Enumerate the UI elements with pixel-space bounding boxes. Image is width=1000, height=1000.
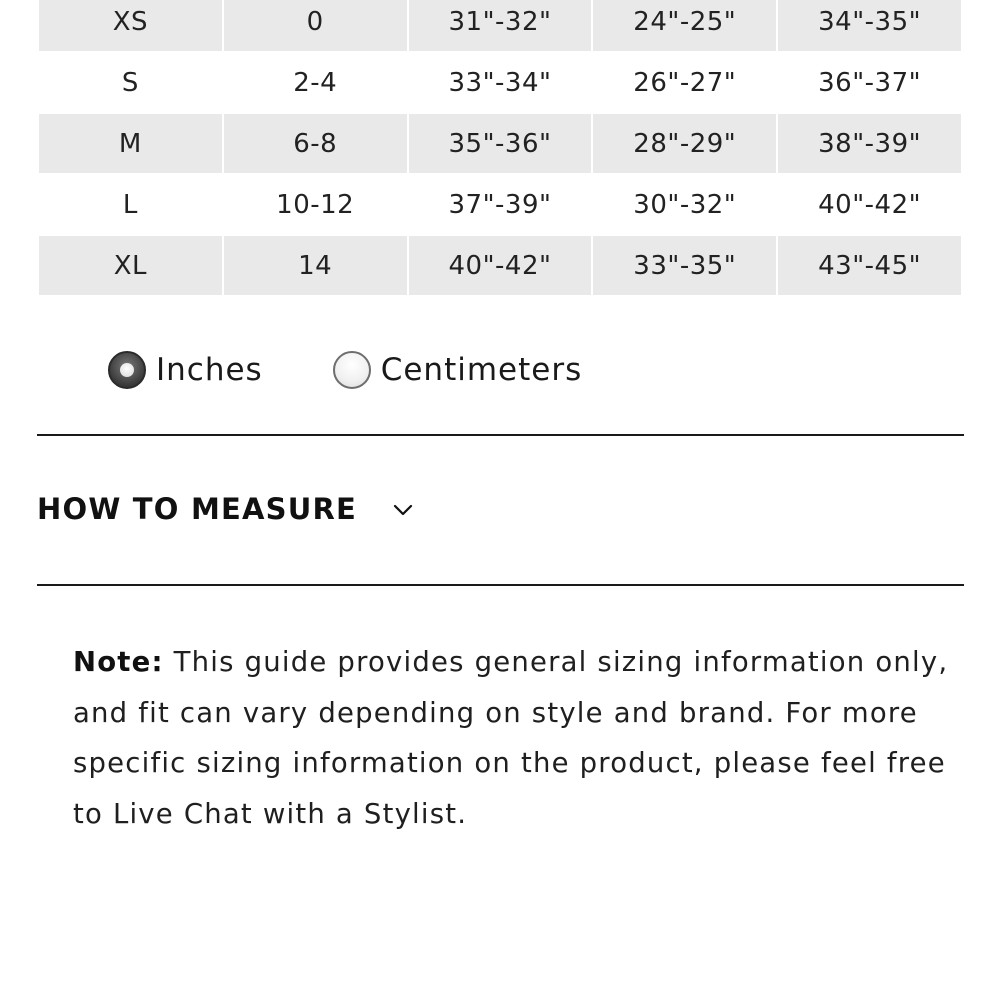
table-cell-measurement: 33"-34" xyxy=(448,67,552,98)
table-row xyxy=(39,0,961,51)
size-chart-table xyxy=(37,0,963,297)
table-cell-measurement: 40"-42" xyxy=(409,236,592,295)
note-text: This guide provides general sizing information only, and fit can vary depending on style and brand. For more specific sizing information on the product, please feel free to Live Chat with a Stylist. xyxy=(73,646,949,830)
table-cell-size: M xyxy=(39,114,222,173)
note-label: Note: xyxy=(73,646,164,678)
table-cell-measurement: 36"-37" xyxy=(818,67,922,98)
table-cell-measurement: 40"-42" xyxy=(818,189,922,220)
table-cell-measurement: 26"-27" xyxy=(633,67,737,98)
table-cell-numeric-size: 6-8 xyxy=(224,114,407,173)
centimeters-radio[interactable] xyxy=(333,351,371,389)
unit-option-label: Centimeters xyxy=(380,352,583,388)
divider xyxy=(37,584,964,586)
table-cell-measurement: 30"-32" xyxy=(633,189,737,220)
table-cell-size: L xyxy=(122,189,138,220)
unit-option-centimeters[interactable] xyxy=(333,351,583,389)
sizing-note xyxy=(73,637,953,839)
table-cell-numeric-size: 14 xyxy=(224,236,407,295)
table-cell-measurement: 43"-45" xyxy=(778,236,961,295)
how-to-measure-title: HOW TO MEASURE xyxy=(37,492,358,526)
unit-option-label: Inches xyxy=(156,352,263,388)
table-cell-numeric-size: 10-12 xyxy=(276,189,355,220)
table-cell-numeric-size: 0 xyxy=(224,0,407,51)
table-row xyxy=(39,236,961,295)
table-row xyxy=(39,175,961,234)
chevron-down-icon xyxy=(393,502,413,516)
table-cell-numeric-size: 2-4 xyxy=(293,67,338,98)
unit-toggle xyxy=(108,345,652,395)
table-cell-size: XS xyxy=(39,0,222,51)
table-cell-size: S xyxy=(121,67,139,98)
table-cell-size: XL xyxy=(39,236,222,295)
table-cell-measurement: 31"-32" xyxy=(409,0,592,51)
table-cell-measurement: 28"-29" xyxy=(593,114,776,173)
table-cell-measurement: 38"-39" xyxy=(778,114,961,173)
table-cell-measurement: 35"-36" xyxy=(409,114,592,173)
divider xyxy=(37,434,964,436)
table-row xyxy=(39,53,961,112)
inches-radio[interactable] xyxy=(108,351,146,389)
table-row xyxy=(39,114,961,173)
unit-option-inches[interactable] xyxy=(108,351,263,389)
table-cell-measurement: 34"-35" xyxy=(778,0,961,51)
table-cell-measurement: 33"-35" xyxy=(593,236,776,295)
table-cell-measurement: 37"-39" xyxy=(448,189,552,220)
how-to-measure-toggle[interactable] xyxy=(37,484,413,534)
table-cell-measurement: 24"-25" xyxy=(593,0,776,51)
